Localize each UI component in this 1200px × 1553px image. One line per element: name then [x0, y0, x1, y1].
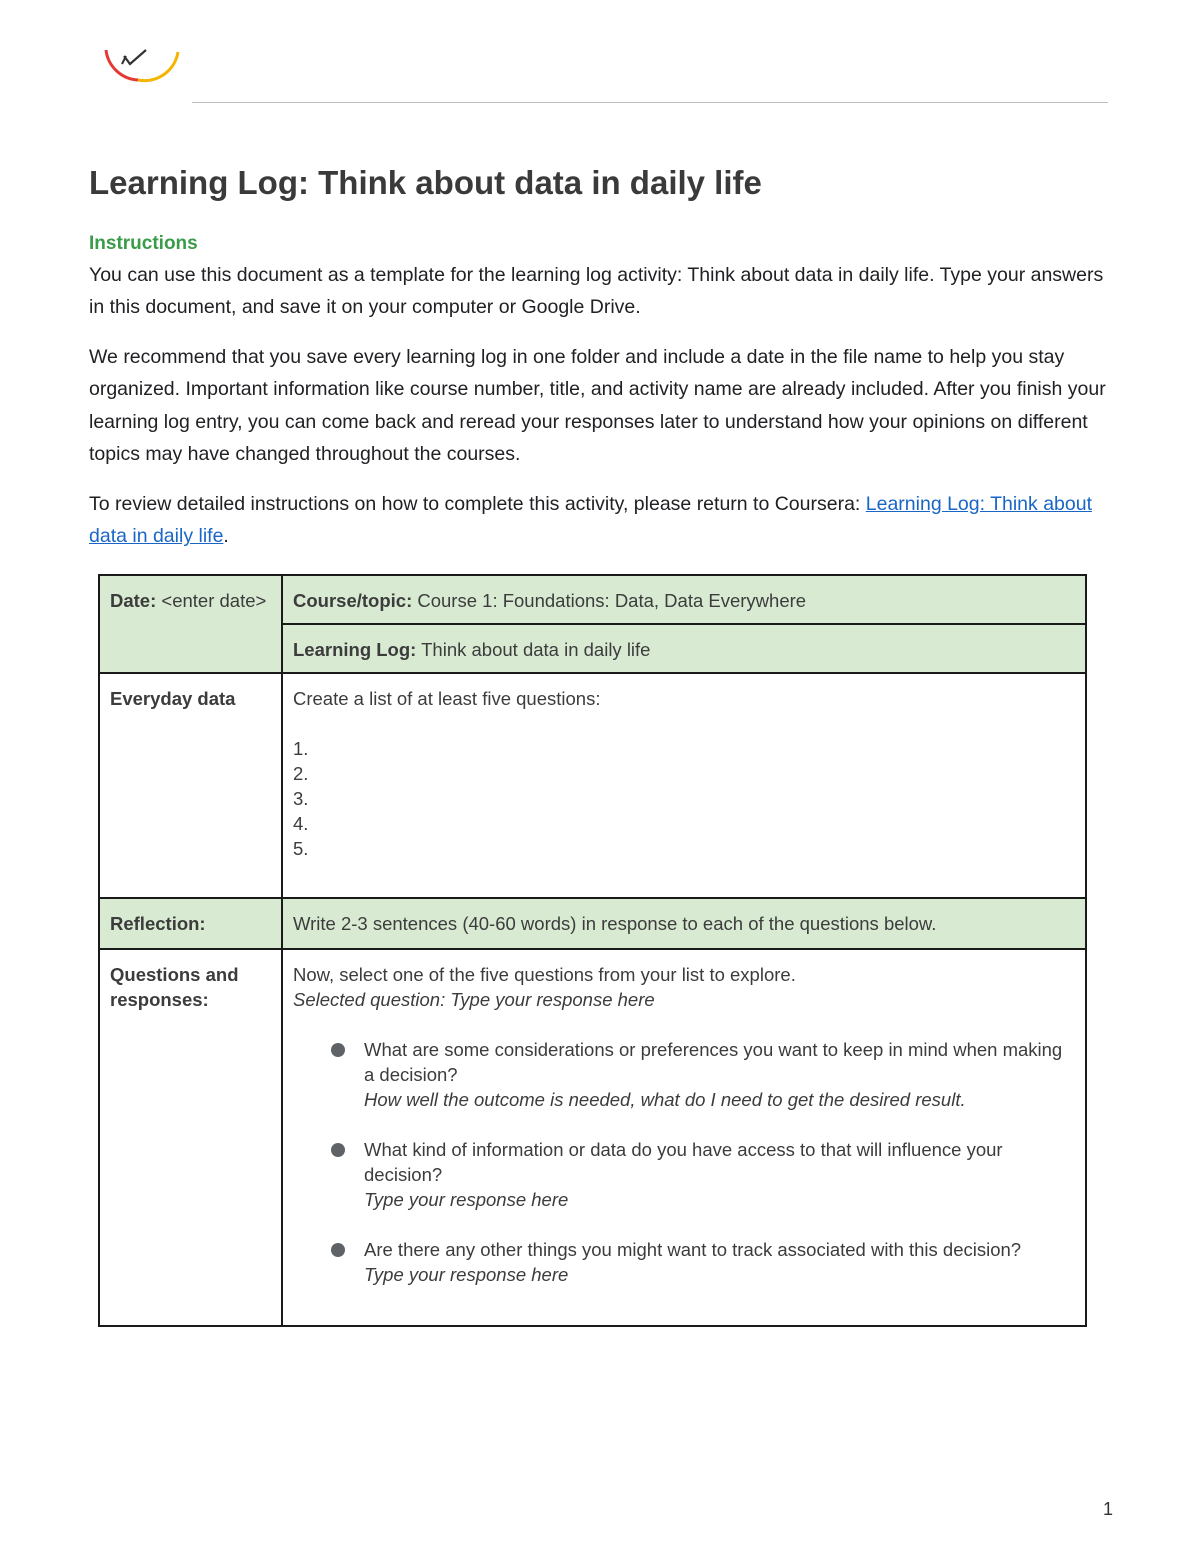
learning-log-label: Learning Log:	[293, 639, 417, 660]
learning-log-cell	[282, 624, 1086, 673]
questions-responses-label: Questions and responses:	[110, 964, 239, 1010]
response-text[interactable]: How well the outcome is needed, what do I need to get the desired result.	[364, 1089, 966, 1110]
list-item	[329, 1237, 1075, 1287]
list-item: 4.	[293, 813, 309, 834]
response-text[interactable]: Type your response here	[364, 1264, 569, 1285]
question-text: What kind of information or data do you have access to that will influence your decision?	[364, 1139, 1003, 1185]
reflection-label: Reflection:	[110, 913, 206, 934]
question-bullets	[329, 1037, 1075, 1287]
learning-log-value: Think about data in daily life	[416, 639, 651, 660]
course-logo-icon	[98, 34, 184, 86]
everyday-data-response-cell[interactable]	[282, 673, 1086, 898]
instructions-paragraph-1: You can use this document as a template for the learning log activity: Think about data in daily life. Type your answers in this document, and save it on your computer or Google Drive.	[89, 264, 1104, 319]
paragraph-3-end: .	[223, 525, 229, 548]
list-item	[329, 1137, 1075, 1212]
selected-question-response[interactable]: Selected question: Type your response here	[293, 989, 655, 1010]
question-list	[293, 736, 1075, 861]
list-item: 3.	[293, 788, 309, 809]
course-topic-value: Course 1: Foundations: Data, Data Everywhere	[412, 590, 807, 611]
header-divider	[192, 102, 1108, 103]
bullet-icon	[331, 1043, 345, 1057]
question-text: Are there any other things you might want to track associated with this decision?	[364, 1239, 1022, 1260]
bullet-icon	[331, 1243, 345, 1257]
instructions-heading: Instructions	[89, 233, 198, 254]
everyday-data-prompt: Create a list of at least five questions:	[293, 688, 601, 709]
date-cell[interactable]	[99, 575, 282, 673]
reflection-instruction-cell	[282, 898, 1086, 949]
everyday-data-label: Everyday data	[110, 688, 236, 709]
list-item: 2.	[293, 763, 309, 784]
list-item: 1.	[293, 738, 309, 759]
instructions-paragraph-3	[89, 488, 1119, 553]
questions-response-cell[interactable]	[282, 949, 1086, 1326]
instructions-paragraph-2: We recommend that you save every learning log in one folder and include a date in the file name to help you stay organized. Important information like course number, title, and activity name are already included. After you finish your learning log entry, you can come back and reread your responses later to understand how your opinions on different topics may have changed throughout the courses.	[89, 346, 1106, 465]
reflection-instruction: Write 2-3 sentences (40-60 words) in response to each of the questions below.	[293, 913, 937, 934]
response-text[interactable]: Type your response here	[364, 1189, 569, 1210]
page-number: 1	[1103, 1499, 1114, 1519]
questions-label-cell	[99, 949, 282, 1326]
course-topic-label: Course/topic:	[293, 590, 413, 611]
list-item	[329, 1037, 1075, 1112]
date-label: Date:	[110, 590, 157, 611]
date-value: <enter date>	[156, 590, 267, 611]
coursera-learning-log-link[interactable]: Learning Log: Think about data in daily life	[89, 493, 1092, 548]
course-topic-cell	[282, 575, 1086, 624]
reflection-label-cell	[99, 898, 282, 949]
paragraph-3-text: To review detailed instructions on how to complete this activity, please return to Coursera:	[89, 493, 866, 515]
everyday-data-label-cell	[99, 673, 282, 898]
bullet-icon	[331, 1143, 345, 1157]
qa-intro: Now, select one of the five questions from your list to explore.	[293, 964, 796, 985]
list-item: 5.	[293, 838, 309, 859]
page-title: Learning Log: Think about data in daily life	[89, 164, 762, 201]
learning-log-table	[98, 574, 1087, 1327]
question-text: What are some considerations or preferences you want to keep in mind when making a decision?	[364, 1039, 1063, 1085]
